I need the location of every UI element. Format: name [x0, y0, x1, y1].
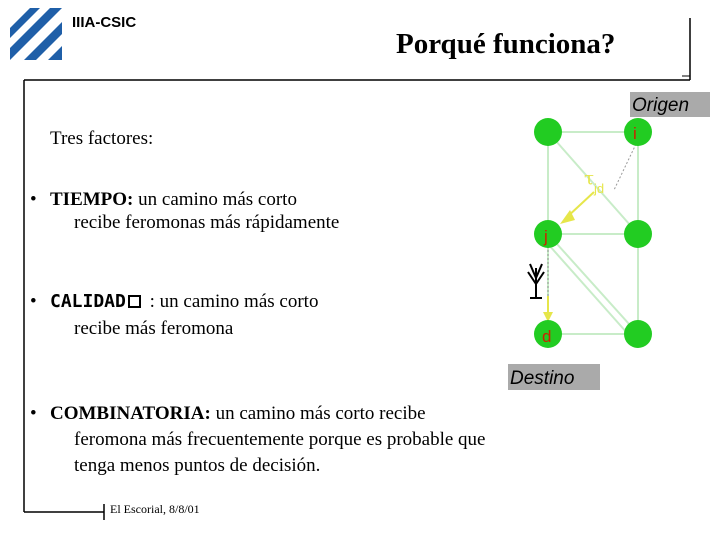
bullet-term: CALIDAD: [50, 291, 126, 312]
bullet-calidad: [30, 290, 450, 340]
edge-j-bottom-b: [548, 244, 628, 334]
subtitle: Tres factores:: [50, 128, 154, 149]
tau-symbol: τ: [584, 168, 594, 189]
node-d-label: d: [542, 327, 552, 346]
bullet-marker: •: [30, 291, 37, 312]
bullet-line2: recibe feromonas más rápidamente: [74, 212, 340, 233]
node-right-mid: [624, 220, 652, 248]
bullet-term: TIEMPO:: [50, 189, 134, 210]
node-j-label: j: [544, 227, 548, 246]
node-i-label: i: [633, 124, 637, 143]
node-top-left: [534, 118, 562, 146]
org-name: IIIA-CSIC: [72, 14, 137, 31]
bullet-combinatoria: [30, 402, 650, 474]
bullet-line1: : un camino más corto: [144, 291, 319, 312]
bullet-line2: recibe más feromona: [74, 318, 234, 339]
node-bottom-right: [624, 320, 652, 348]
bullet-line1: un camino más corto: [133, 189, 297, 210]
bullet-marker: •: [30, 403, 37, 424]
missing-glyph-icon: [128, 295, 141, 308]
iiia-logo-icon: [10, 8, 62, 60]
dest-label: Destino: [510, 368, 575, 389]
origin-label: Origen: [632, 95, 690, 116]
node-j: [534, 220, 562, 248]
ant-icon: [528, 264, 544, 298]
footer-text: El Escorial, 8/8/01: [110, 502, 200, 516]
edge-j-bottom: [548, 234, 638, 334]
bullet-line3: tenga menos puntos de decisión.: [74, 455, 321, 476]
bullet-tiempo: [30, 188, 450, 238]
bullet-line1: un camino más corto recibe: [210, 403, 426, 424]
bullet-marker: •: [30, 189, 37, 210]
tau-subscript: jd: [594, 181, 605, 196]
node-i: [624, 118, 652, 146]
dashed-i-tau: [614, 144, 636, 190]
bullet-line2: feromona más frecuentemente porque es probable que: [74, 429, 486, 450]
slide-title: Porqué funciona?: [396, 28, 616, 60]
bullet-term: COMBINATORIA:: [50, 403, 211, 424]
